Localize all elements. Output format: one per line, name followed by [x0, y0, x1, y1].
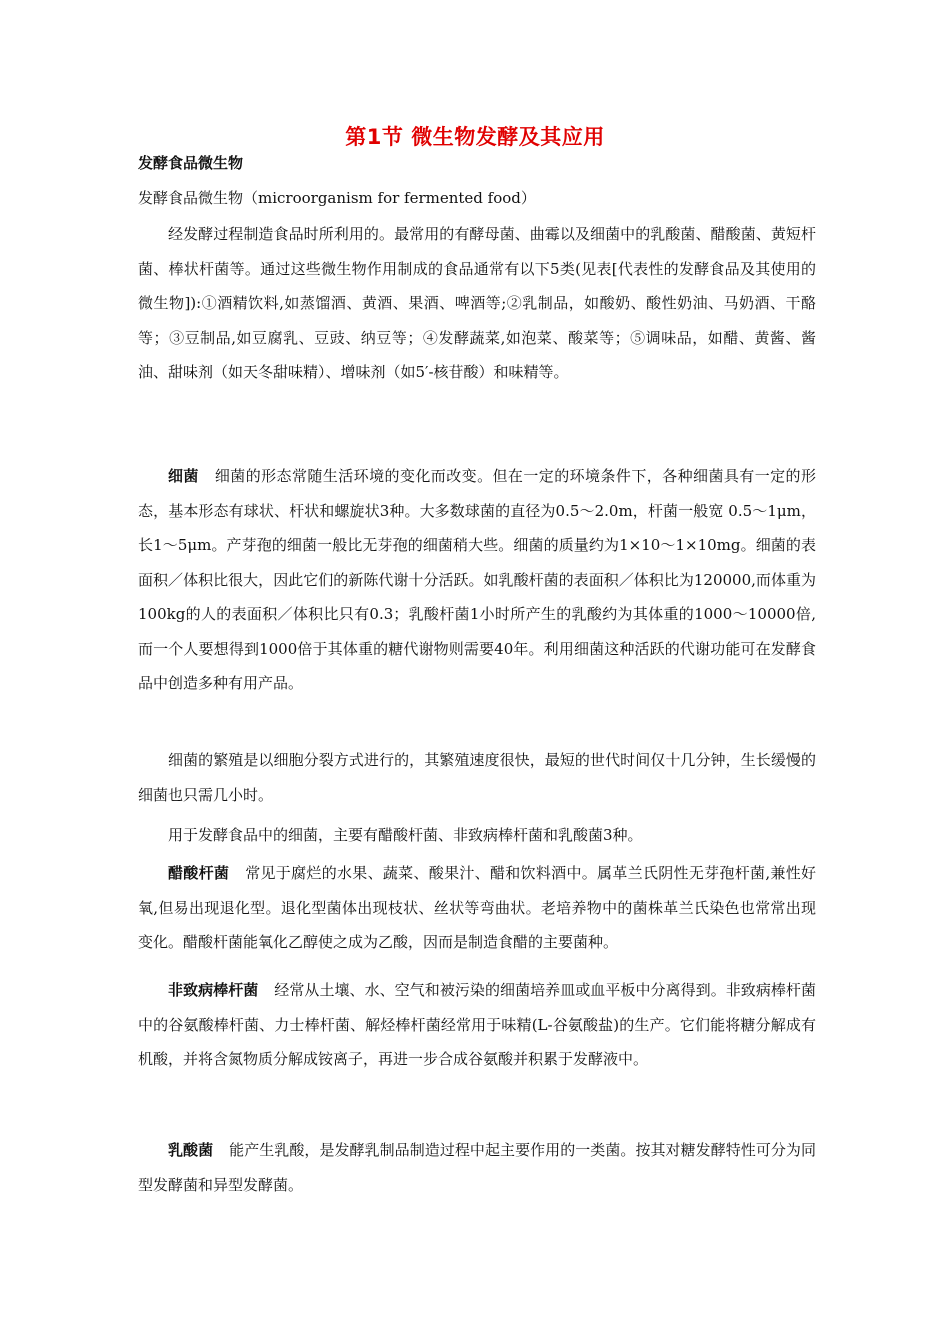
- paragraph-keyword: 乳酸菌: [168, 1141, 214, 1159]
- paragraph-text: 用于发酵食品中的细菌，主要有醋酸杆菌、非致病棒杆菌和乳酸菌3种。: [168, 826, 643, 844]
- paragraph-text: 常见于腐烂的水果、蔬菜、酸果汁、醋和饮料酒中。属革兰氏阴性无芽孢杆菌,兼性好氧,但易出现退化型。退化型菌体出现枝状、丝状等弯曲状。老培养物中的菌株革兰氏染色也常常出现变化。醋酸杆菌能氧化乙醇使之成为乙酸，因而是制造食醋的主要菌种。: [138, 864, 816, 951]
- paragraph-bacteria: [138, 459, 816, 701]
- term-line: 发酵食品微生物（microorganism for fermented food）: [138, 189, 536, 207]
- paragraph-text: 细菌的形态常随生活环境的变化而改变。但在一定的环境条件下，各种细菌具有一定的形态，基本形态有球状、杆状和螺旋状3种。大多数球菌的直径为0.5～2.0m，杆菌一般宽 0.5～1μm，长1～5μm。产芽孢的细菌一般比无芽孢的细菌稍大些。细菌的质量约为1×10～1×10mg。细菌的表面积／体积比很大，因此它们的新陈代谢十分活跃。如乳酸杆菌的表面积／体积比为120000,而体重为100kg的人的表面积／体积比只有0.3；乳酸杆菌1小时所产生的乳酸约为其体重的1000～10000倍,而一个人要想得到1000倍于其体重的糖代谢物则需要40年。利用细菌这种活跃的代谢功能可在发酵食品中创造多种有用产品。: [138, 467, 816, 692]
- paragraph-acetobacter: [138, 856, 816, 960]
- paragraph-text: 经发酵过程制造食品时所利用的。最常用的有酵母菌、曲霉以及细菌中的乳酸菌、醋酸菌、黄短杆菌、棒状杆菌等。通过这些微生物作用制成的食品通常有以下5类(见表[代表性的发酵食品及其使用的微生物]):①酒精饮料,如蒸馏酒、黄酒、果酒、啤酒等;②乳制品，如酸奶、酸性奶油、马奶酒、干酪等；③豆制品,如豆腐乳、豆豉、纳豆等；④发酵蔬菜,如泡菜、酸菜等；⑤调味品，如醋、黄酱、酱油、甜味剂（如天冬甜味精）、增味剂（如5′-核苷酸）和味精等。: [138, 225, 816, 381]
- paragraph-keyword: 非致病棒杆菌: [168, 981, 259, 999]
- paragraph-keyword: 细菌: [168, 467, 199, 485]
- paragraph-corynebacterium: [138, 973, 816, 1077]
- page-title: 第1节 微生物发酵及其应用: [345, 125, 605, 149]
- paragraph-fermentation-bacteria: [138, 818, 816, 853]
- paragraph-text: 经常从土壤、水、空气和被污染的细菌培养皿或血平板中分离得到。非致病棒杆菌中的谷氨酸棒杆菌、力士棒杆菌、解烃棒杆菌经常用于味精(L-谷氨酸盐)的生产。它们能将糖分解成有机酸，并将含氮物质分解成铵离子，再进一步合成谷氨酸并积累于发酵液中。: [138, 981, 816, 1068]
- section-heading: 发酵食品微生物: [138, 154, 244, 172]
- paragraph-text: 细菌的繁殖是以细胞分裂方式进行的，其繁殖速度很快，最短的世代时间仅十几分钟，生长缓慢的细菌也只需几小时。: [138, 751, 816, 804]
- paragraph-text: 能产生乳酸，是发酵乳制品制造过程中起主要作用的一类菌。按其对糖发酵特性可分为同型发酵菌和异型发酵菌。: [138, 1141, 816, 1194]
- paragraph-reproduction: [138, 743, 816, 812]
- paragraph-intro: [138, 217, 816, 390]
- paragraph-lactic-acid-bacteria: [138, 1133, 816, 1202]
- paragraph-keyword: 醋酸杆菌: [168, 864, 230, 882]
